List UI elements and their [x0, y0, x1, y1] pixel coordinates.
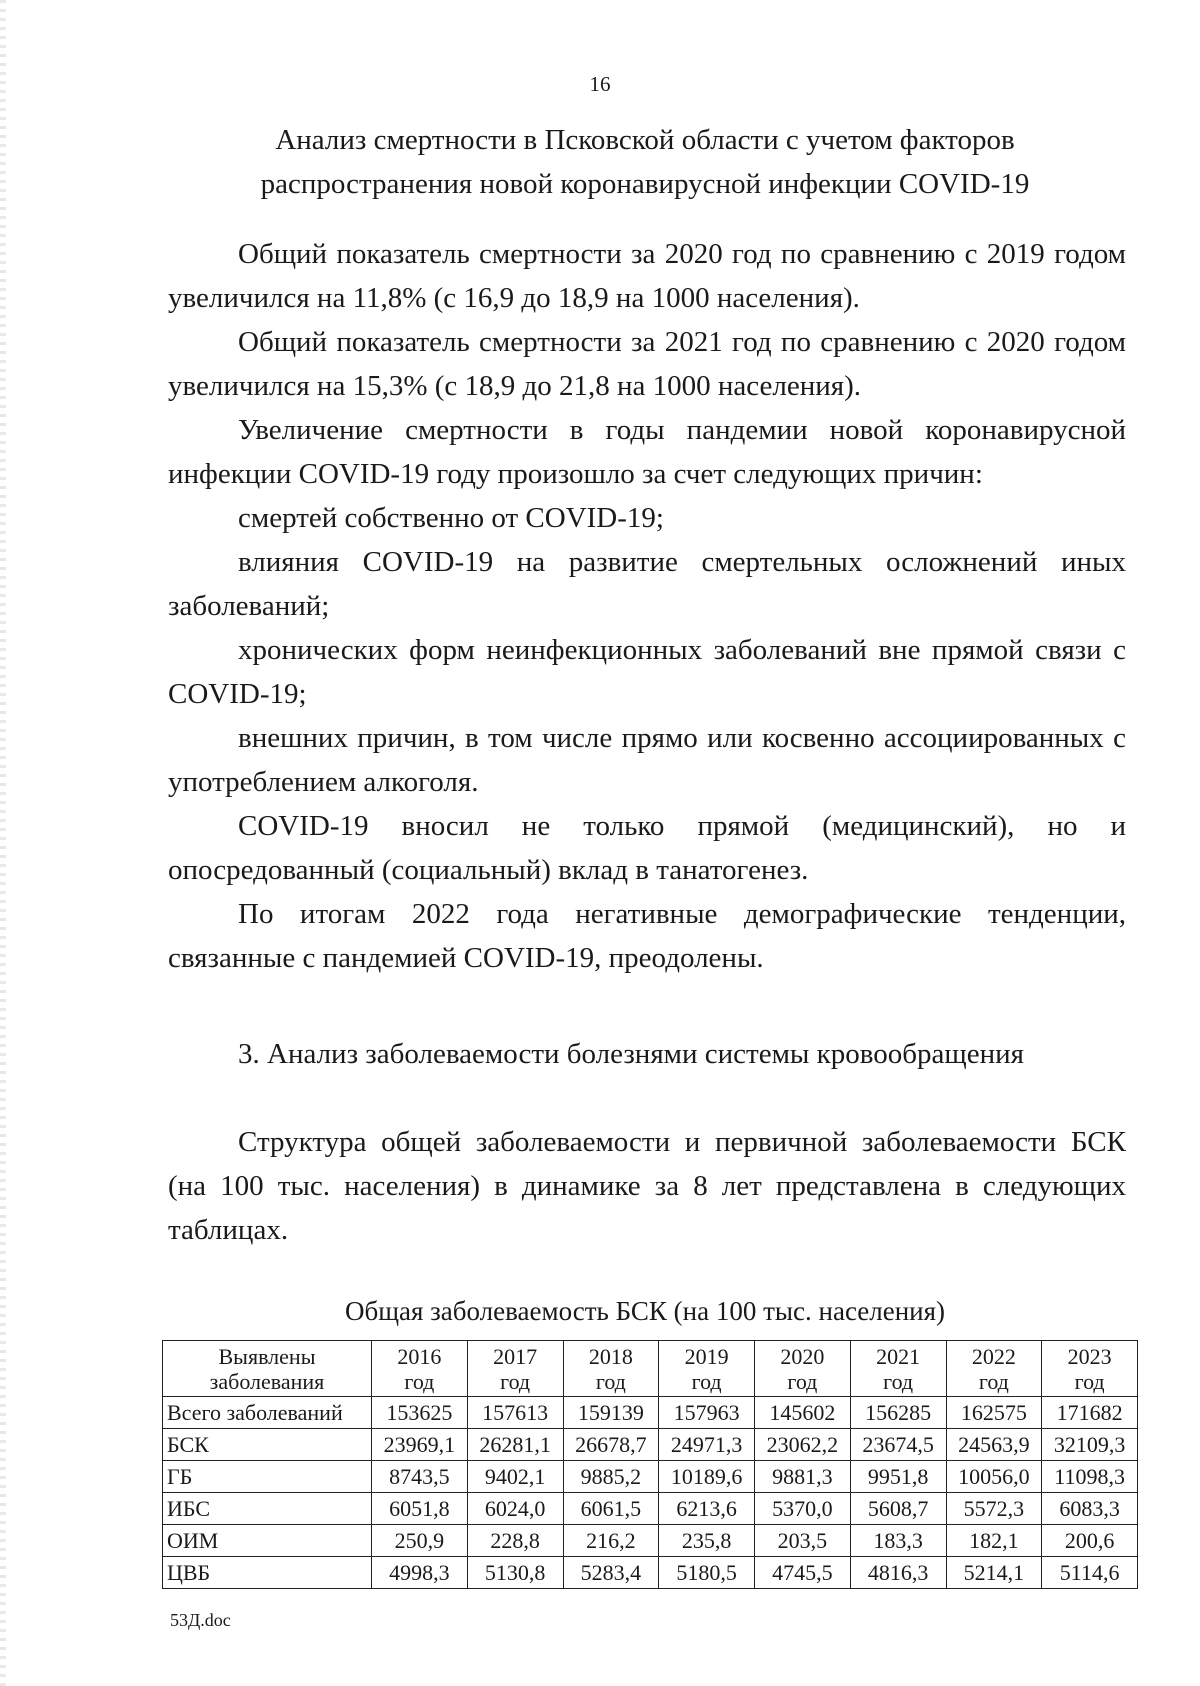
header-label-line-2: заболевания: [209, 1369, 325, 1394]
table-row: [163, 1525, 1138, 1557]
header-year-cell: 2016 год: [372, 1341, 468, 1397]
table-cell: 4745,5: [755, 1557, 851, 1589]
paragraph-mortality-2020: Общий показатель смертности за 2020 год по сравнению с 2019 годом увеличился на 11,8% (с 16,9 до 18,9 на 1000 населения).: [168, 238, 1126, 314]
table-cell: 9951,8: [850, 1461, 946, 1493]
table-cell: 9402,1: [467, 1461, 563, 1493]
paragraph-covid-contribution: COVID-19 вносил не только прямой (медицинский), но и опосредованный (социальный) вклад в танатогенез.: [168, 810, 1126, 886]
header-year-cell: 2017 год: [467, 1341, 563, 1397]
paragraph-reason-external: внешних причин, в том числе прямо или косвенно ассоциированных с употреблением алкоголя.: [168, 722, 1126, 798]
table-cell: 203,5: [755, 1525, 851, 1557]
row-label: ЦВБ: [163, 1557, 372, 1589]
section-heading: 3. Анализ заболеваемости болезнями системы кровообращения: [238, 1038, 1024, 1070]
table-cell: 157963: [659, 1397, 755, 1429]
table-cell: 171682: [1042, 1397, 1138, 1429]
table-cell: 4998,3: [372, 1557, 468, 1589]
document-title: [160, 118, 1130, 206]
table-cell: 216,2: [563, 1525, 659, 1557]
table-cell: 6061,5: [563, 1493, 659, 1525]
table-cell: 26678,7: [563, 1429, 659, 1461]
table-cell: 250,9: [372, 1525, 468, 1557]
table-cell: 6213,6: [659, 1493, 755, 1525]
table-cell: 6083,3: [1042, 1493, 1138, 1525]
table-row: [163, 1461, 1138, 1493]
header-year-cell: 2021 год: [850, 1341, 946, 1397]
table-cell: 24563,9: [946, 1429, 1042, 1461]
header-year-cell: 2020 год: [755, 1341, 851, 1397]
table-cell: 23062,2: [755, 1429, 851, 1461]
header-label-cell: [163, 1341, 372, 1397]
table-cell: 10189,6: [659, 1461, 755, 1493]
table-cell: 9885,2: [563, 1461, 659, 1493]
header-year-cell: 2023 год: [1042, 1341, 1138, 1397]
paragraph-reason-complications: влияния COVID-19 на развитие смертельных осложнений иных заболеваний;: [168, 546, 1126, 622]
table-row: [163, 1493, 1138, 1525]
table-cell: 26281,1: [467, 1429, 563, 1461]
table-cell: 5572,3: [946, 1493, 1042, 1525]
table-cell: 5130,8: [467, 1557, 563, 1589]
morbidity-table: [162, 1340, 1138, 1589]
header-label-line-1: Выявлены: [218, 1344, 316, 1369]
table-cell: 182,1: [946, 1525, 1042, 1557]
paragraph-increase-reasons: Увеличение смертности в годы пандемии новой коронавирусной инфекции COVID-19 году произошло за счет следующих причин:: [168, 414, 1126, 490]
intro-text-block: [168, 1120, 1126, 1252]
table-cell: 23674,5: [850, 1429, 946, 1461]
table-row: [163, 1429, 1138, 1461]
table-cell: 24971,3: [659, 1429, 755, 1461]
table-cell: 159139: [563, 1397, 659, 1429]
scan-edge-artifact: [0, 0, 6, 1686]
table-cell: 228,8: [467, 1525, 563, 1557]
table-row: [163, 1397, 1138, 1429]
table-cell: 153625: [372, 1397, 468, 1429]
header-year-cell: 2018 год: [563, 1341, 659, 1397]
table-cell: 235,8: [659, 1525, 755, 1557]
row-label: БСК: [163, 1429, 372, 1461]
table-cell: 5608,7: [850, 1493, 946, 1525]
table-cell: 4816,3: [850, 1557, 946, 1589]
title-line-1: Анализ смертности в Псковской области с учетом факторов: [275, 124, 1015, 156]
table-caption: Общая заболеваемость БСК (на 100 тыс. населения): [344, 1296, 946, 1326]
table-cell: 5283,4: [563, 1557, 659, 1589]
table-cell: 10056,0: [946, 1461, 1042, 1493]
table-cell: 23969,1: [372, 1429, 468, 1461]
body-text-block: [168, 232, 1126, 980]
table-cell: 11098,3: [1042, 1461, 1138, 1493]
row-label: ОИМ: [163, 1525, 372, 1557]
row-label: Всего заболеваний: [163, 1397, 372, 1429]
row-label: ИБС: [163, 1493, 372, 1525]
title-line-2: распространения новой коронавирусной инфекции COVID-19: [260, 168, 1030, 200]
table-cell: 183,3: [850, 1525, 946, 1557]
paragraph-2022-results: По итогам 2022 года негативные демографические тенденции, связанные с пандемией COVID-19, преодолены.: [168, 898, 1126, 974]
table-cell: 157613: [467, 1397, 563, 1429]
header-year-cell: 2019 год: [659, 1341, 755, 1397]
table-cell: 6024,0: [467, 1493, 563, 1525]
table-cell: 156285: [850, 1397, 946, 1429]
table-header-row: [163, 1341, 1138, 1397]
table-cell: 32109,3: [1042, 1429, 1138, 1461]
paragraph-reason-covid-deaths: смертей собственно от COVID-19;: [238, 502, 664, 534]
table-cell: 8743,5: [372, 1461, 468, 1493]
table-cell: 5370,0: [755, 1493, 851, 1525]
paragraph-mortality-2021: Общий показатель смертности за 2021 год по сравнению с 2020 годом увеличился на 15,3% (с 18,9 до 21,8 на 1000 населения).: [168, 326, 1126, 402]
table-cell: 145602: [755, 1397, 851, 1429]
row-label: ГБ: [163, 1461, 372, 1493]
page-number: 16: [589, 72, 611, 96]
paragraph-table-intro: Структура общей заболеваемости и первичной заболеваемости БСК (на 100 тыс. населения) в динамике за 8 лет представлена в следующих таблицах.: [168, 1126, 1126, 1246]
table-cell: 200,6: [1042, 1525, 1138, 1557]
table-cell: 9881,3: [755, 1461, 851, 1493]
table-row: [163, 1557, 1138, 1589]
table-cell: 5180,5: [659, 1557, 755, 1589]
table-cell: 6051,8: [372, 1493, 468, 1525]
table-cell: 5214,1: [946, 1557, 1042, 1589]
header-year-cell: 2022 год: [946, 1341, 1042, 1397]
footer-file-name: 53Д.doc: [170, 1610, 231, 1630]
paragraph-reason-chronic: хронических форм неинфекционных заболеваний вне прямой связи с COVID-19;: [168, 634, 1126, 710]
table-cell: 5114,6: [1042, 1557, 1138, 1589]
table-cell: 162575: [946, 1397, 1042, 1429]
